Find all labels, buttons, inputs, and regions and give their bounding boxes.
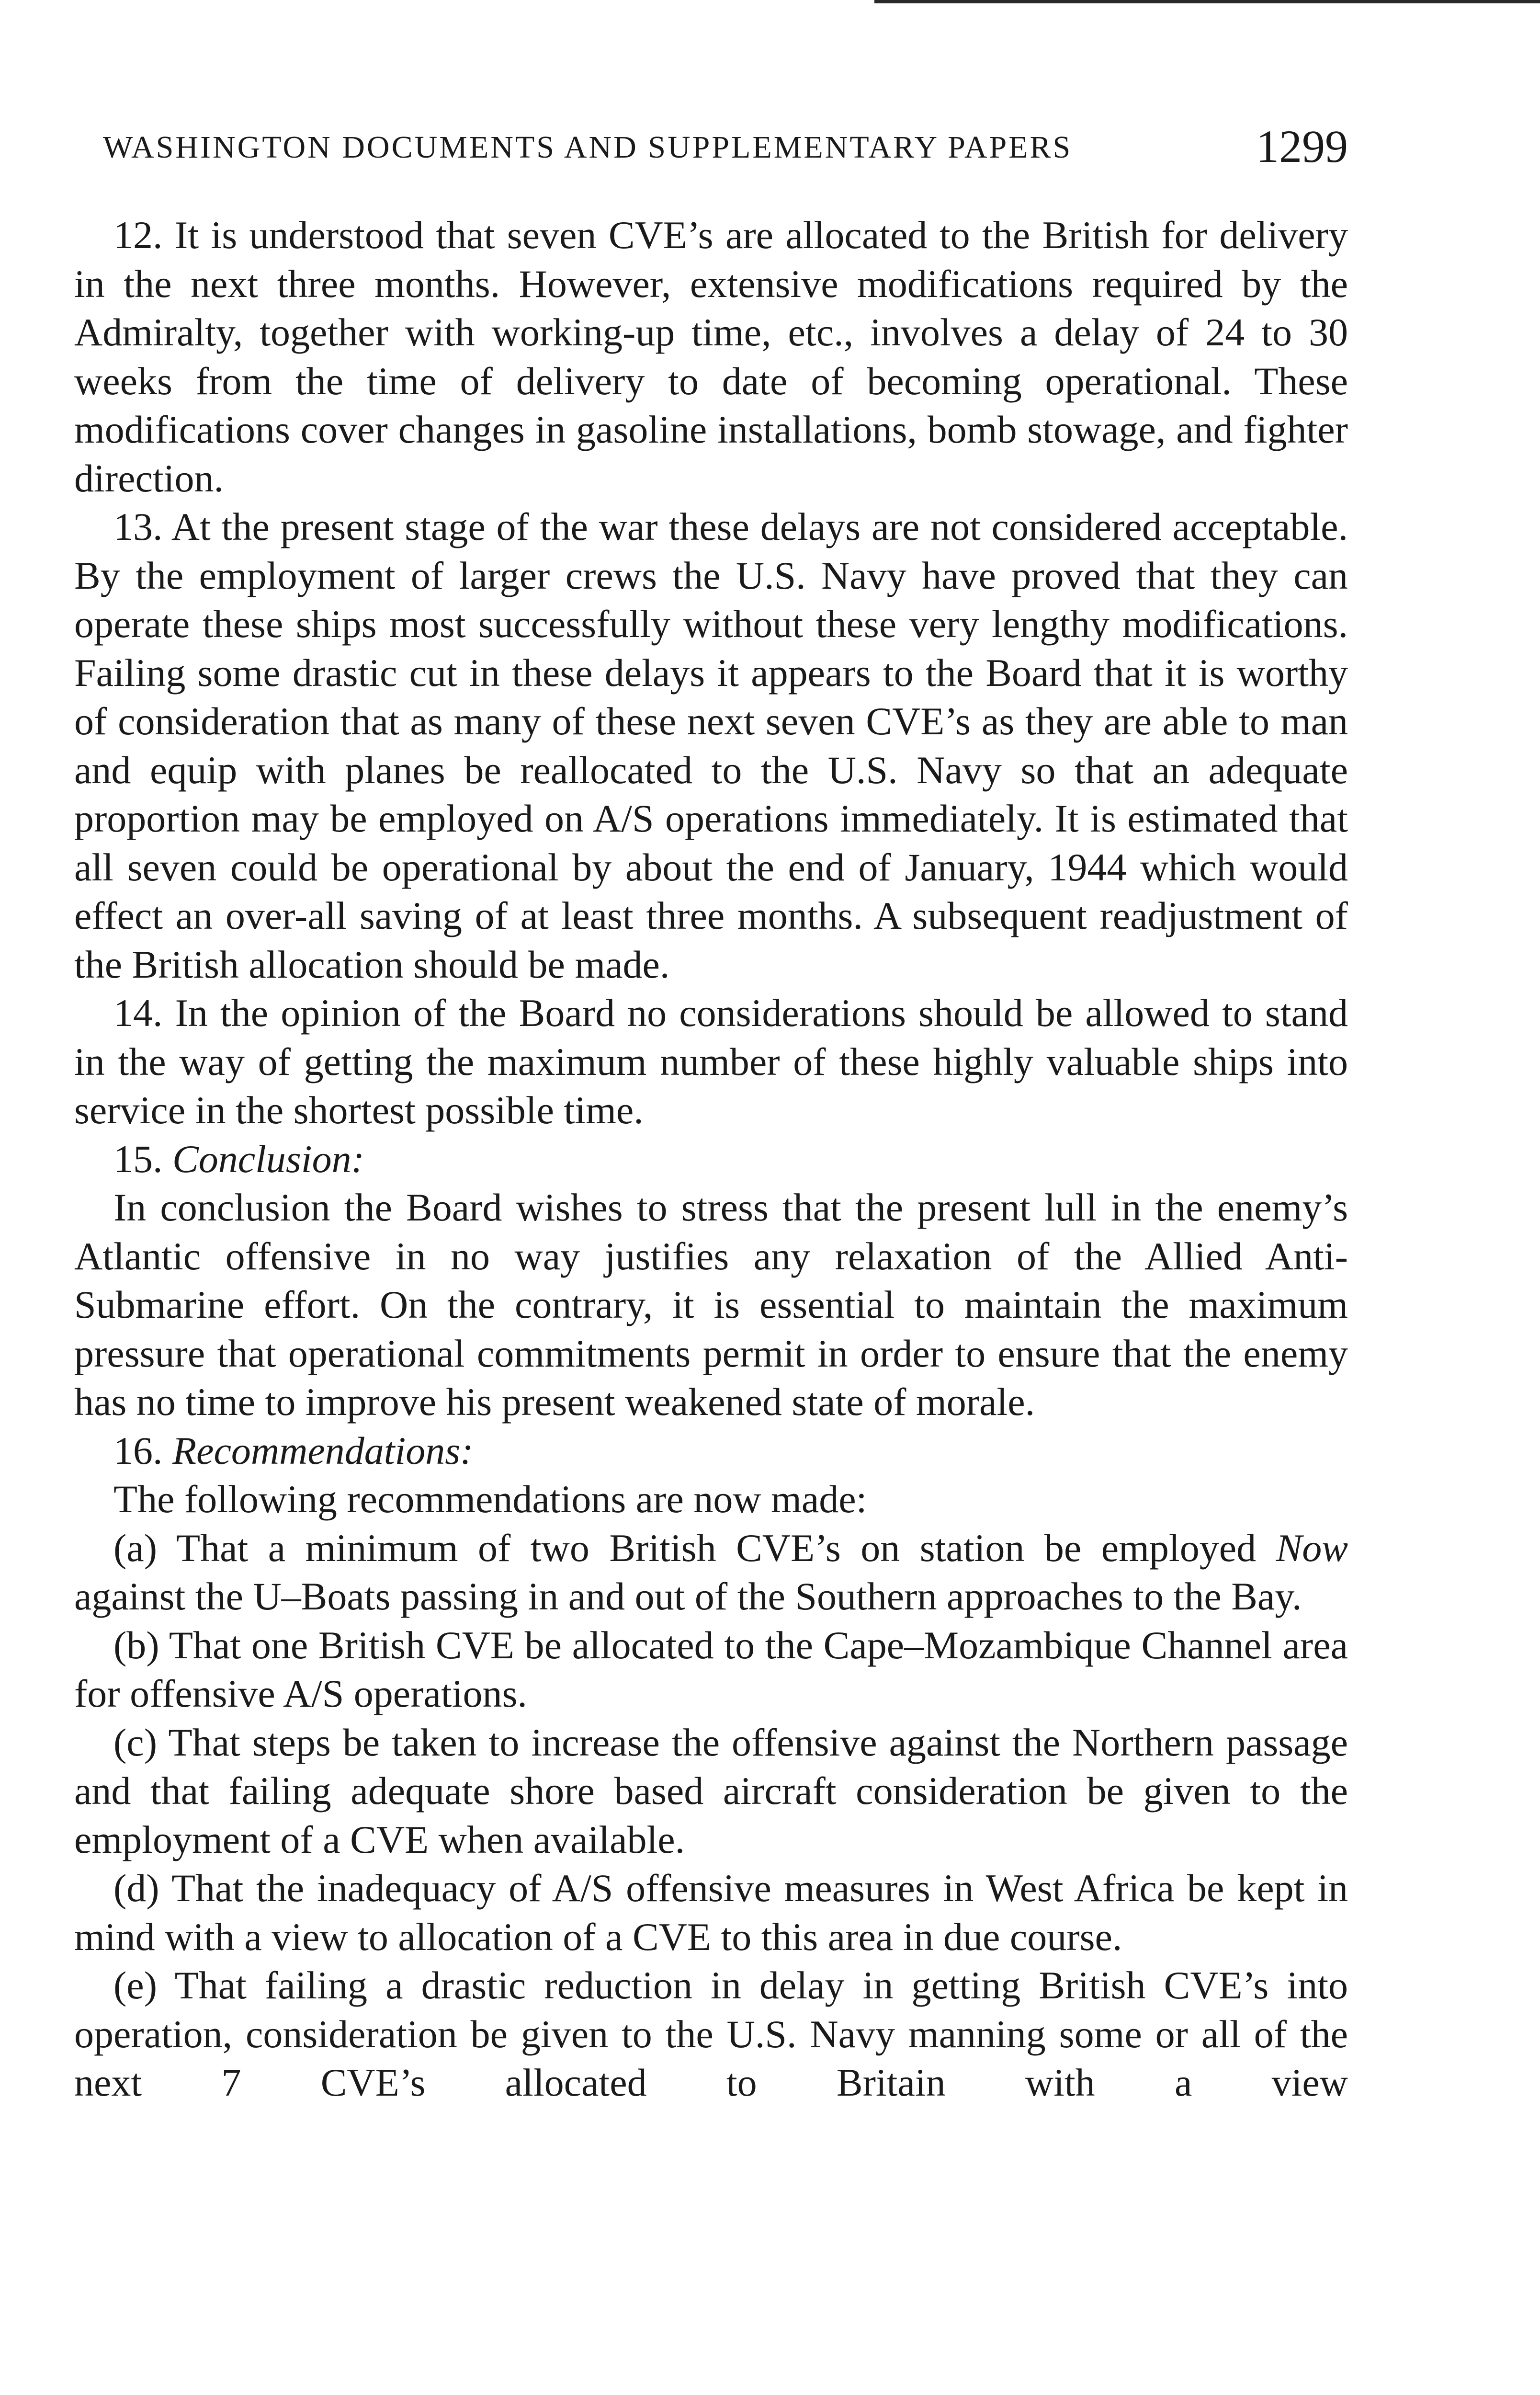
paragraph-15-text: In conclusion the Board wishes to stress that the present lull in the enemy’s Atlantic offensive in no way justifies any relaxation of the Allied Anti-Submarine effort. On the contrary, it is essential to maintain the maximum pressure that operational commitments permit in order to ensure that the enemy has no time to improve his present weakened state of morale.: [74, 1186, 1348, 1424]
recommendation-a: [74, 1524, 1348, 1621]
recommendation-d-marker: (d): [113, 1866, 159, 1910]
running-header: [74, 120, 1348, 177]
recommendation-c: [74, 1718, 1348, 1864]
recommendations-intro: The following recommendations are now made:: [113, 1477, 867, 1521]
recommendation-b: [74, 1621, 1348, 1718]
page-number: 1299: [1256, 121, 1348, 172]
recommendation-b-marker: (b): [113, 1623, 159, 1667]
recommendation-b-text: That one British CVE be allocated to the Cape–Mozambique Channel area for offensive A/S operations.: [74, 1623, 1348, 1715]
recommendation-a-text-end: against the U–Boats passing in and out of the Southern approaches to the Bay.: [74, 1574, 1302, 1618]
recommendation-e: [74, 1961, 1348, 2107]
top-border-rule: [874, 0, 1540, 3]
recommendation-a-marker: (a): [113, 1526, 158, 1570]
running-title: WASHINGTON DOCUMENTS AND SUPPLEMENTARY PAPERS: [103, 130, 1073, 165]
recommendation-a-text-start: That a minimum of two British CVE’s on station be employed: [176, 1526, 1257, 1570]
paragraph-15-heading: [74, 1135, 1348, 1184]
recommendation-c-marker: (c): [113, 1720, 158, 1764]
body-text: [74, 211, 1348, 2107]
recommendations-heading: Recommendations:: [172, 1428, 474, 1472]
paragraph-16-number: 16.: [113, 1428, 163, 1472]
paragraph-13: 13. At the present stage of the war these delays are not considered acceptable. By the employment of larger crews the U.S. Navy have proved that they can operate these ships most successfully without these very lengthy modifications. Failing some drastic cut in these delays it appears to the Board that it is worthy of consideration that as many of these next seven CVE’s as they are able to man and equip with planes be reallocated to the U.S. Navy so that an adequate proportion may be employed on A/S operations immediately. It is estimated that all seven could be operational by about the end of January, 1944 which would effect an over-all saving of at least three months. A subsequent readjustment of the British allocation should be made.: [74, 505, 1348, 986]
paragraph-15-number: 15.: [113, 1137, 163, 1181]
paragraph-14: 14. In the opinion of the Board no considerations should be allowed to stand in the way of getting the maximum number of these highly valuable ships into service in the shortest possible time.: [74, 991, 1348, 1132]
recommendation-a-now: Now: [1276, 1526, 1348, 1570]
conclusion-heading: Conclusion:: [172, 1137, 364, 1181]
recommendation-e-text: That failing a drastic reduction in delay in getting British CVE’s into operation, consideration be given to the U.S. Navy manning some or all of the next 7 CVE’s allocated to Britain with a view: [74, 1963, 1348, 2104]
recommendation-d: [74, 1864, 1348, 1961]
recommendation-e-marker: (e): [113, 1963, 158, 2007]
recommendation-d-text: That the inadequacy of A/S offensive measures in West Africa be kept in mind with a view to allocation of a CVE to this area in due course.: [74, 1866, 1348, 1959]
paragraph-12: 12. It is understood that seven CVE’s are allocated to the British for delivery in the next three months. However, extensive modifications required by the Admiralty, together with working-up time, etc., involves a delay of 24 to 30 weeks from the time of delivery to date of becoming operational. These modifications cover changes in gasoline installations, bomb stowage, and fighter direction.: [74, 213, 1348, 500]
recommendation-c-text: That steps be taken to increase the offensive against the Northern passage and that failing adequate shore based aircraft consideration be given to the employment of a CVE when available.: [74, 1720, 1348, 1861]
paragraph-16-heading: [74, 1426, 1348, 1475]
